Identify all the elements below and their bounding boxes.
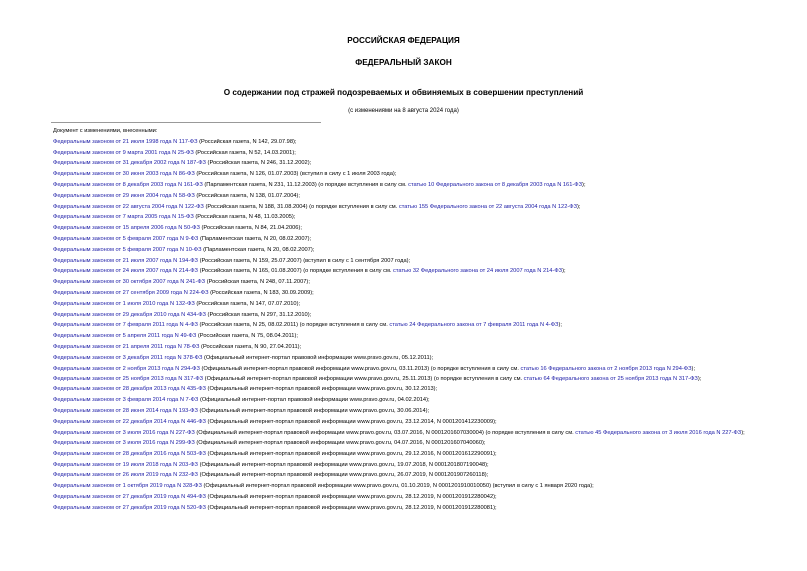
amendment-publication-text: (Российская газета, N 246, 31.12.2002); [205, 160, 312, 167]
amendment-item [35, 384, 785, 395]
amendment-law-link[interactable]: Федеральным законом от 22 августа 2004 года N 122-ФЗ [53, 203, 204, 210]
amendment-publication-text: (Официальный интернет-портал правовой информации www.pravo.gov.ru, 03.11.2013) (о порядке вступления в силу см. [199, 365, 521, 372]
amendment-closing-text: ); [577, 203, 581, 210]
amendment-item [35, 169, 785, 180]
amendment-item [35, 191, 785, 202]
amendment-publication-text: (Парламентская газета, N 20, 08.02.2007); [201, 246, 315, 253]
amendment-item [35, 331, 785, 342]
amendment-publication-text: (Официальный интернет-портал правовой информации www.pravo.gov.ru, 28.12.2019, N 0001201912280042); [205, 493, 497, 500]
amendment-publication-text: (Официальный интернет-портал правовой информации www.pravo.gov.ru, 26.07.2019, N 0001201907260118); [198, 472, 489, 479]
effective-article-link[interactable]: статью 155 Федерального закона от 22 августа 2004 года N 122-ФЗ [398, 203, 578, 210]
amendment-item [35, 256, 785, 267]
effective-article-link[interactable]: статью 45 Федерального закона от 3 июля 2016 года N 227-ФЗ [575, 429, 742, 436]
amendment-law-link[interactable]: Федеральным законом от 9 марта 2001 года N 25-ФЗ [53, 149, 194, 156]
amendment-item [35, 277, 785, 288]
amendment-law-link[interactable]: Федеральным законом от 3 июля 2016 года N 299-ФЗ [53, 439, 195, 446]
amendment-item [35, 395, 785, 406]
amendment-law-link[interactable]: Федеральным законом от 7 марта 2005 года N 15-ФЗ [53, 214, 194, 221]
amendment-publication-text: (Официальный интернет-портал правовой информации www.pravo.gov.ru, 25.11.2013) (о порядке вступления в силу см. [203, 375, 524, 382]
amendment-item [35, 417, 785, 428]
amendment-item [35, 342, 785, 353]
amendment-closing-text: ); [691, 365, 696, 372]
amendment-publication-text: (Официальный интернет-портал правовой информации www.pravo.gov.ru, 30.12.2013); [205, 386, 438, 393]
amendment-publication-text: (Российская газета, N 138, 01.07.2004); [194, 192, 300, 199]
amendment-publication-text: (Официальный интернет-портал правовой информации www.pravo.gov.ru, 04.02.2014); [198, 397, 430, 404]
amendment-item [35, 449, 785, 460]
amendment-item [35, 245, 785, 256]
amendment-law-link[interactable]: Федеральным законом от 29 июня 2004 года N 58-ФЗ [53, 192, 195, 199]
amendment-publication-text: (Парламентская газета, N 20, 08.02.2007); [198, 235, 312, 242]
effective-article-link[interactable]: статью 16 Федерального закона от 2 ноября 2013 года N 294-ФЗ [520, 365, 692, 372]
amendment-publication-text: (Российская газета, N 90, 27.04.2011); [199, 343, 302, 350]
amendment-item [35, 299, 785, 310]
country-heading: РОССИЙСКАЯ ФЕДЕРАЦИЯ [347, 36, 460, 45]
effective-article-link[interactable]: статью 32 Федерального закона от 24 июля 2007 года N 214-ФЗ [393, 268, 563, 275]
amendment-law-link[interactable]: Федеральным законом от 24 июля 2007 года N 214-ФЗ [53, 268, 198, 275]
amendment-publication-text: (Российская газета, N 159, 25.07.2007) (вступил в силу с 1 сентября 2007 года); [198, 257, 411, 264]
amendment-law-link[interactable]: Федеральным законом от 3 июля 2016 года N 227-ФЗ [53, 429, 195, 436]
amendment-publication-text: (Официальный интернет-портал правовой информации www.pravo.gov.ru, 04.07.2016, N 0001201607040060); [194, 439, 486, 446]
amendment-closing-text: ); [558, 322, 562, 329]
amendment-law-link[interactable]: Федеральным законом от 29 декабря 2010 года N 434-ФЗ [53, 311, 206, 318]
amendment-law-link[interactable]: Федеральным законом от 28 декабря 2016 года N 503-ФЗ [53, 450, 206, 457]
intro-text: Документ с изменениями, внесенными: [53, 128, 158, 134]
amendment-law-link[interactable]: Федеральным законом от 5 апреля 2011 года N 49-ФЗ [53, 333, 197, 340]
amendment-law-link[interactable]: Федеральным законом от 28 декабря 2013 года N 435-ФЗ [53, 386, 206, 393]
amendment-law-link[interactable]: Федеральным законом от 25 ноября 2013 года N 317-ФЗ [53, 375, 204, 382]
amendment-law-link[interactable]: Федеральным законом от 30 июня 2003 года N 86-ФЗ [53, 171, 195, 178]
amendment-publication-text: (Российская газета, N 147, 07.07.2010); [194, 300, 301, 307]
amendment-publication-text: (Официальный интернет-портал правовой информации www.pravo.gov.ru, 28.12.2019, N 0001201912280081); [205, 504, 497, 511]
amendment-publication-text: (Российская газета, N 84, 21.04.2006); [199, 225, 302, 232]
amendment-publication-text: (Российская газета, N 248, 07.11.2007); [205, 279, 310, 286]
amendment-law-link[interactable]: Федеральным законом от 3 декабря 2011 года N 378-ФЗ [53, 354, 203, 361]
amendment-publication-text: (Официальный интернет-портал правовой информации www.pravo.gov.ru, 23.12.2014, N 0001201412230009); [205, 418, 497, 425]
amendment-law-link[interactable]: Федеральным законом от 21 апреля 2011 года N 78-ФЗ [53, 343, 200, 350]
amendment-law-link[interactable]: Федеральным законом от 2 ноября 2013 года N 294-ФЗ [53, 365, 200, 372]
amendment-item [35, 438, 785, 449]
amendment-law-link[interactable]: Федеральным законом от 26 июля 2019 года N 232-ФЗ [53, 472, 198, 479]
amendment-item [35, 223, 785, 234]
amendment-law-link[interactable]: Федеральным законом от 19 июля 2018 года N 203-ФЗ [53, 461, 198, 468]
amendment-publication-text: (Российская газета, N 126, 01.07.2003) (вступил в силу с 1 июля 2003 года); [194, 171, 397, 178]
amendment-item [35, 148, 785, 159]
amendment-closing-text: ); [582, 181, 586, 188]
amendment-item [35, 460, 785, 471]
amendment-closing-text: ); [697, 375, 702, 382]
amendment-publication-text: (Официальный интернет-портал правовой информации www.pravo.gov.ru, 01.10.2019, N 0001201910010050) (вступил в силу с 1 января 2020 года); [201, 483, 594, 490]
amendment-publication-text: (Российская газета, N 142, 29.07.98); [197, 138, 297, 145]
amendment-publication-text: (Российская газета, N 75, 08.04.2011); [196, 333, 298, 340]
doc-type-heading: ФЕДЕРАЛЬНЫЙ ЗАКОН [355, 58, 452, 67]
effective-article-link[interactable]: статью 64 Федерального закона от 25 ноября 2013 года N 317-ФЗ [523, 375, 698, 382]
document-title: О содержании под стражей подозреваемых и обвиняемых в совершении преступлений [223, 88, 584, 97]
amendment-publication-text: (Официальный интернет-портал правовой информации www.pravo.gov.ru, 19.07.2018, N 0001201807190048); [198, 461, 489, 468]
amendment-law-link[interactable]: Федеральным законом от 8 декабря 2003 года N 161-ФЗ [53, 181, 203, 188]
amendment-law-link[interactable]: Федеральным законом от 5 февраля 2007 года N 10-ФЗ [53, 246, 202, 253]
amendment-publication-text: (Парламентская газета, N 231, 11.12.2003) (о порядке вступления в силу см. [202, 181, 409, 188]
amendment-publication-text: (Российская газета, N 25, 08.02.2011) (о порядке вступления в силу см. [197, 322, 390, 329]
separator-rule [51, 122, 321, 123]
amendment-item [35, 492, 785, 503]
effective-article-link[interactable]: статью 24 Федерального закона от 7 февраля 2011 года N 4-ФЗ [389, 322, 559, 329]
amendment-item [35, 481, 785, 492]
amendment-publication-text: (Российская газета, N 165, 01.08.2007) (о порядке вступления в силу см. [198, 268, 394, 275]
amendment-law-link[interactable]: Федеральным законом от 7 февраля 2011 года N 4-ФЗ [53, 322, 198, 329]
amendment-item [35, 212, 785, 223]
amendment-item [35, 180, 785, 191]
amendment-law-link[interactable]: Федеральным законом от 22 декабря 2014 года N 446-ФЗ [53, 418, 206, 425]
amendment-publication-text: (Официальный интернет-портал правовой информации www.pravo.gov.ru, 29.12.2016, N 0001201612290091); [205, 450, 497, 457]
amendment-item [35, 364, 785, 374]
amendment-law-link[interactable]: Федеральным законом от 27 декабря 2019 года N 494-ФЗ [53, 493, 206, 500]
amendment-law-link[interactable]: Федеральным законом от 31 декабря 2002 года N 187-ФЗ [53, 160, 206, 167]
amendment-item [35, 310, 785, 321]
amendment-item [35, 266, 785, 277]
effective-article-link[interactable]: статью 10 Федерального закона от 8 декабря 2003 года N 161-ФЗ [408, 181, 583, 188]
amendment-law-link[interactable]: Федеральным законом от 21 июля 1998 года N 117-ФЗ [53, 138, 198, 145]
amendment-law-link[interactable]: Федеральным законом от 27 декабря 2019 года N 520-ФЗ [53, 504, 206, 511]
amendment-law-link[interactable]: Федеральным законом от 30 октября 2007 года N 241-ФЗ [53, 279, 206, 286]
amendment-law-link[interactable]: Федеральным законом от 28 июня 2014 года N 193-ФЗ [53, 407, 198, 414]
amendment-list [35, 126, 785, 514]
amendment-item [35, 374, 785, 384]
amendment-item [35, 470, 785, 481]
amendment-item [35, 202, 785, 213]
amendment-publication-text: (Российская газета, N 297, 31.12.2010); [205, 311, 312, 318]
amendment-item [35, 353, 785, 364]
amendment-publication-text: (Официальный интернет-портал правовой информации www.pravo.gov.ru, 03.07.2016, N 0001201607030004) (о порядке вступления в силу см. [194, 429, 576, 436]
amendment-item [35, 234, 785, 245]
amendment-law-link[interactable]: Федеральным законом от 5 февраля 2007 года N 9-ФЗ [53, 235, 199, 242]
amendment-law-link[interactable]: Федеральным законом от 1 октября 2019 года N 328-ФЗ [53, 483, 202, 490]
amendment-item [35, 288, 785, 299]
amendment-publication-text: (Официальный интернет-портал правовой информации www.pravo.gov.ru, 05.12.2011); [202, 354, 434, 361]
edition-note: (с изменениями на 8 августа 2024 года) [348, 108, 459, 114]
amendment-publication-text: (Российская газета, N 188, 31.08.2004) (о порядке вступления в силу см. [203, 203, 399, 210]
amendment-closing-text: ); [562, 268, 566, 275]
amendment-item [35, 320, 785, 331]
amendment-item [35, 406, 785, 417]
amendment-law-link[interactable]: Федеральным законом от 21 июля 2007 года N 194-ФЗ [53, 257, 198, 264]
amendment-publication-text: (Российская газета, N 48, 11.03.2005); [193, 214, 296, 221]
amendment-item [35, 428, 785, 438]
amendment-publication-text: (Российская газета, N 52, 14.03.2001); [193, 149, 296, 156]
amendment-law-link[interactable]: Федеральным законом от 3 февраля 2014 года N 7-ФЗ [53, 397, 199, 404]
amendment-publication-text: (Официальный интернет-портал правовой информации www.pravo.gov.ru, 30.06.2014); [197, 407, 430, 414]
amendment-law-link[interactable]: Федеральным законом от 15 апреля 2006 года N 50-ФЗ [53, 225, 200, 232]
amendment-law-link[interactable]: Федеральным законом от 27 сентября 2009 года N 224-ФЗ [53, 289, 209, 296]
amendment-item [35, 137, 785, 148]
amendment-publication-text: (Российская газета, N 183, 30.09.2009); [208, 289, 314, 296]
amendment-item [35, 503, 785, 514]
amendment-closing-text: ); [741, 429, 745, 436]
amendment-item [35, 158, 785, 169]
amendment-law-link[interactable]: Федеральным законом от 1 июля 2010 года N 132-ФЗ [53, 300, 195, 307]
